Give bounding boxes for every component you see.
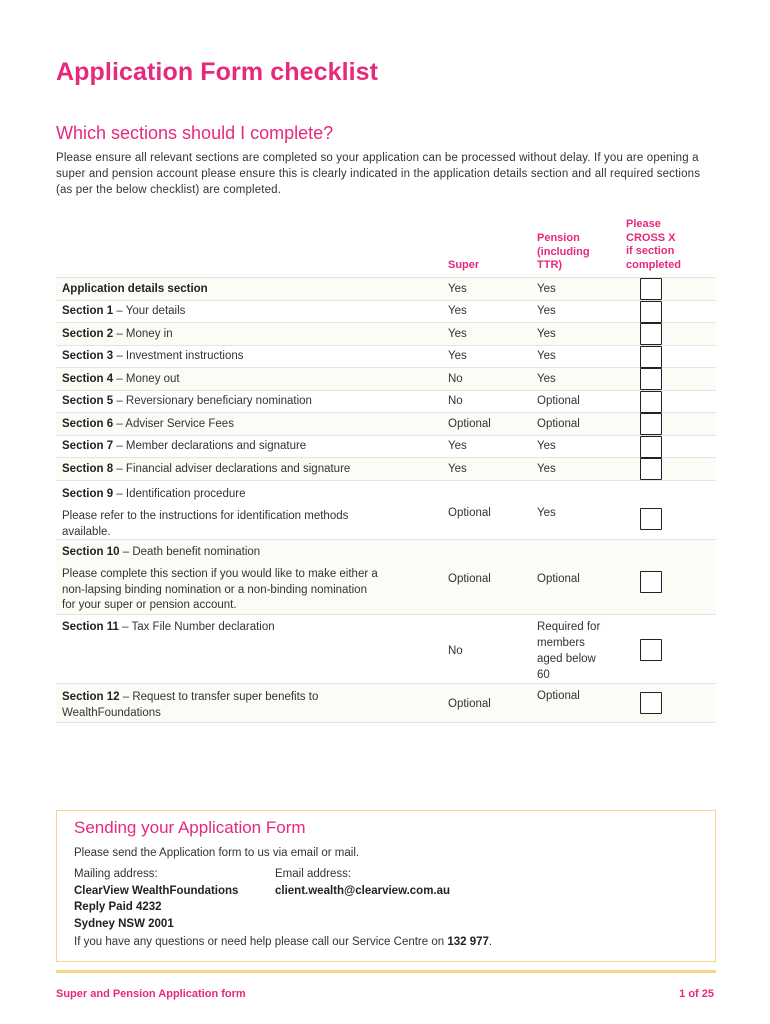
column-header-pension: Pension (including TTR)	[537, 232, 590, 271]
email-address: Email address: client.wealth@clearview.com.au	[275, 868, 451, 897]
intro-paragraph: Please ensure all relevant sections are completed so your application can be processed without delay. If you are opening a super and pension account please ensure this is clearly indicated in the application details section and all required sections (as per the below checklist) are completed.	[56, 152, 701, 196]
table-row: Section 4 – Money out No Yes	[56, 368, 716, 391]
completion-checkbox[interactable]	[640, 458, 662, 480]
completion-checkbox[interactable]	[640, 323, 662, 345]
completion-checkbox[interactable]	[640, 368, 662, 390]
completion-checkbox[interactable]	[640, 346, 662, 368]
page-title: Application Form checklist	[56, 58, 379, 86]
table-row: Section 6 – Adviser Service Fees Optional Optional	[56, 413, 716, 436]
completion-checkbox[interactable]	[640, 391, 662, 413]
mailing-address: Mailing address: ClearView WealthFoundations Reply Paid 4232 Sydney NSW 2001	[74, 868, 239, 930]
completion-checkbox[interactable]	[640, 508, 662, 530]
table-row: Section 12 – Request to transfer super benefits to WealthFoundations Optional Optional	[56, 684, 716, 723]
completion-checkbox[interactable]	[640, 692, 662, 714]
completion-checkbox[interactable]	[640, 278, 662, 300]
table-row: Section 3 – Investment instructions Yes Yes	[56, 346, 716, 368]
table-row: Section 5 – Reversionary beneficiary nomination No Optional	[56, 391, 716, 413]
table-row: Section 7 – Member declarations and signature Yes Yes	[56, 436, 716, 458]
table-row: Application details section Yes Yes	[56, 278, 716, 301]
completion-checkbox[interactable]	[640, 571, 662, 593]
completion-checkbox[interactable]	[640, 413, 662, 435]
footer-divider	[56, 970, 716, 973]
column-header-cross: Please CROSS X if section completed	[626, 218, 682, 271]
column-header-super: Super	[448, 259, 480, 271]
page-number: 1 of 25	[679, 988, 714, 1000]
email-link[interactable]: client.wealth@clearview.com.au	[275, 884, 451, 897]
completion-checkbox[interactable]	[640, 301, 662, 323]
checklist-table	[56, 277, 716, 723]
sending-instruction: Please send the Application form to us via email or mail.	[74, 847, 360, 859]
service-phone: 132 977	[447, 936, 489, 948]
completion-checkbox[interactable]	[640, 639, 662, 661]
footer-form-name: Super and Pension Application form	[56, 988, 246, 1000]
table-row: Section 1 – Your details Yes Yes	[56, 301, 716, 323]
table-row: Section 8 – Financial adviser declarations and signature Yes Yes	[56, 458, 716, 481]
table-row: Section 2 – Money in Yes Yes	[56, 323, 716, 346]
section-heading: Which sections should I complete?	[56, 123, 334, 143]
completion-checkbox[interactable]	[640, 436, 662, 458]
help-text: If you have any questions or need help please call our Service Centre on 132 977.	[74, 936, 493, 948]
sending-title: Sending your Application Form	[74, 818, 306, 837]
table-row: Section 10 – Death benefit nomination Please complete this section if you would like to make either a non-lapsing binding nomination or a non-binding nomination for your super or pension account. Optional Optional	[56, 540, 716, 615]
table-row: Section 11 – Tax File Number declaration No Required for members aged below 60	[56, 615, 716, 684]
table-row: Section 9 – Identification procedure Please refer to the instructions for identification methods available. Optional Yes	[56, 481, 716, 540]
